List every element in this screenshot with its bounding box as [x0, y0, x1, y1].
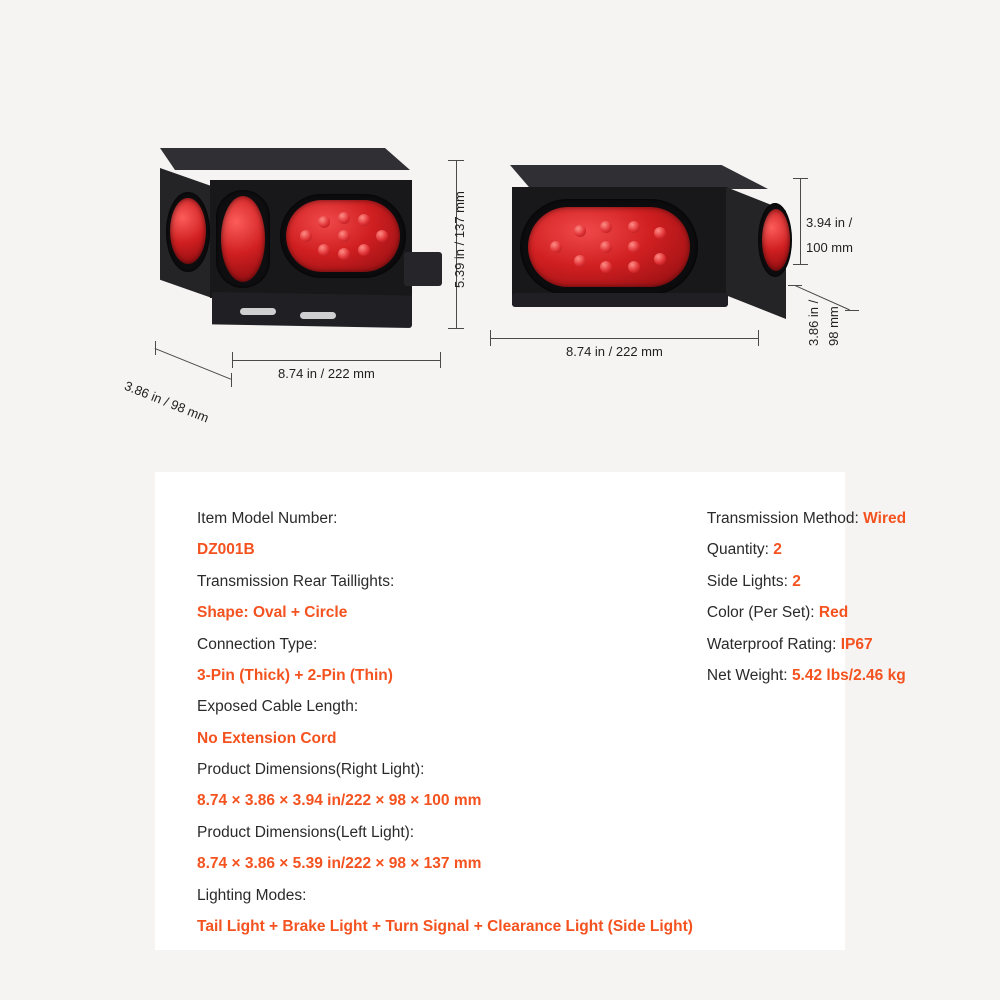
- spec-label: Net Weight:: [706, 666, 788, 684]
- led: [654, 227, 666, 239]
- spec-label: Item Model Number:: [197, 510, 338, 527]
- led: [574, 225, 586, 237]
- spec-value-lighting-modes: [197, 912, 693, 942]
- spec-label: Side Lights:: [706, 572, 788, 590]
- left-light-illustration: [150, 140, 450, 390]
- spec-label: Exposed Cable Length:: [197, 698, 359, 716]
- spec-value: 8.74 × 3.86 × 5.39 in/222 × 98 × 137 mm: [197, 855, 482, 873]
- led: [600, 261, 612, 273]
- led: [376, 230, 388, 242]
- right-height-tick-top: [793, 178, 808, 179]
- spec-value-model-number: [197, 535, 693, 565]
- spec-item-quantity: [707, 535, 1000, 565]
- left-width-tick-r: [440, 352, 441, 368]
- spec-value: Red: [818, 604, 849, 622]
- right-depth-tick-b: [845, 310, 859, 311]
- spec-label: Connection Type:: [197, 635, 318, 653]
- left-width-tick-l: [232, 352, 233, 368]
- spec-item-connection-type: [197, 630, 693, 660]
- right-depth-label-line1: 3.86 in /: [806, 299, 821, 346]
- right-width-tick-l: [490, 330, 491, 346]
- left-width-label: 8.74 in / 222 mm: [278, 366, 375, 381]
- right-oval-lens: [528, 207, 690, 287]
- spec-item-waterproof-rating: [707, 630, 1000, 660]
- spec-label: Transmission Rear Taillights:: [197, 572, 395, 590]
- right-housing-top: [510, 165, 768, 189]
- led: [318, 244, 330, 256]
- spec-value: Shape: Oval + Circle: [197, 604, 348, 622]
- right-height-label-line1: 3.94 in /: [806, 215, 853, 230]
- right-width-label: 8.74 in / 222 mm: [566, 344, 663, 359]
- led: [654, 253, 666, 265]
- led: [574, 255, 586, 267]
- led: [338, 212, 350, 224]
- spec-item-net-weight: [707, 661, 1000, 691]
- spec-item-dimensions-left: [197, 818, 693, 848]
- led: [358, 244, 370, 256]
- spec-value: 2: [773, 541, 782, 559]
- spec-label: Quantity:: [706, 541, 769, 559]
- left-front-reflector-lens: [221, 196, 265, 282]
- spec-value-rear-taillights: [197, 598, 693, 628]
- spec-value-connection-type: [197, 661, 693, 691]
- spec-column-left: [197, 504, 693, 943]
- spec-item-lighting-modes: [197, 881, 693, 911]
- spec-value-dimensions-right: [197, 786, 693, 816]
- left-side-lens: [170, 198, 206, 264]
- led: [600, 221, 612, 233]
- led: [338, 248, 350, 260]
- led: [318, 216, 330, 228]
- right-side-lens: [762, 209, 790, 271]
- led: [338, 230, 350, 242]
- left-bracket-arm: [404, 252, 442, 286]
- led: [300, 230, 312, 242]
- right-height-tick-bottom: [793, 264, 808, 265]
- spec-label: Color (Per Set):: [706, 604, 815, 622]
- spec-value: 2: [792, 572, 801, 590]
- bracket-slot: [240, 308, 276, 315]
- right-depth-tick-a: [788, 285, 802, 286]
- left-oval-lens: [286, 200, 400, 272]
- spec-label: Product Dimensions(Right Light):: [197, 761, 425, 778]
- spec-value-cable-length: [197, 724, 693, 754]
- specification-card: [155, 472, 907, 950]
- left-housing-top: [160, 148, 410, 170]
- left-depth-tick-b: [231, 373, 232, 387]
- right-bottom-lip: [512, 293, 728, 307]
- spec-value-dimensions-left: [197, 849, 693, 879]
- spec-item-rear-taillights: [197, 567, 693, 597]
- left-width-dim-line: [232, 360, 440, 361]
- spec-value: No Extension Cord: [197, 729, 337, 747]
- right-width-dim-line: [490, 338, 758, 339]
- bracket-slot: [300, 312, 336, 319]
- led: [628, 241, 640, 253]
- spec-label: Lighting Modes:: [197, 886, 307, 904]
- spec-value: 5.42 lbs/2.46 kg: [791, 666, 906, 684]
- spec-label: Waterproof Rating:: [706, 635, 837, 653]
- left-height-label: 5.39 in / 137 mm: [452, 191, 467, 288]
- spec-value: 3-Pin (Thick) + 2-Pin (Thin): [197, 666, 393, 684]
- product-dimension-diagram: [0, 0, 1000, 470]
- spec-item-side-lights: [707, 567, 1000, 597]
- left-depth-label: 3.86 in / 98 mm: [122, 378, 212, 426]
- spec-column-right: [707, 504, 1000, 943]
- spec-item-cable-length: [197, 692, 693, 722]
- left-height-tick-bottom: [448, 328, 464, 329]
- spec-label: Transmission Method:: [706, 510, 859, 527]
- right-height-dim-line: [800, 178, 801, 264]
- spec-value: IP67: [840, 635, 873, 653]
- left-height-tick-top: [448, 160, 464, 161]
- spec-label: Product Dimensions(Left Light):: [197, 823, 415, 841]
- right-depth-label-line2: 98 mm: [826, 306, 841, 346]
- spec-item-color: [707, 598, 1000, 628]
- left-depth-tick-a: [155, 341, 156, 355]
- spec-item-model-number: [197, 504, 693, 534]
- spec-value: DZ001B: [197, 541, 255, 559]
- led: [358, 214, 370, 226]
- led: [628, 261, 640, 273]
- led: [600, 241, 612, 253]
- spec-value: 8.74 × 3.86 × 3.94 in/222 × 98 × 100 mm: [197, 792, 482, 810]
- right-height-label-line2: 100 mm: [806, 240, 853, 255]
- spec-item-dimensions-right: [197, 755, 693, 785]
- led: [628, 221, 640, 233]
- right-light-illustration: [480, 155, 800, 355]
- spec-item-transmission-method: [707, 504, 1000, 534]
- right-width-tick-r: [758, 330, 759, 346]
- spec-value: Wired: [863, 510, 907, 527]
- led: [550, 241, 562, 253]
- spec-value: Tail Light + Brake Light + Turn Signal + Clearance Light (Side Light): [197, 917, 693, 935]
